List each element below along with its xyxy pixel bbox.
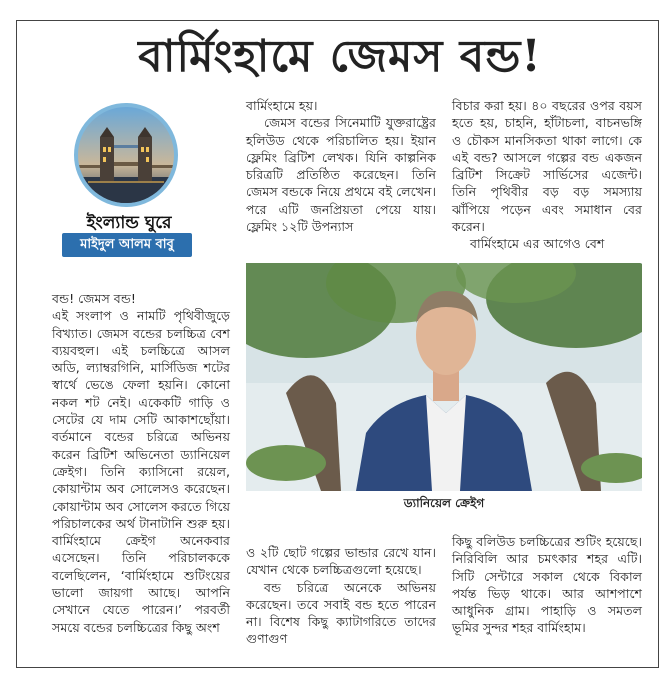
- column-paragraph: বিচার করা হয়। ৪০ বছরের ওপর বয়স হতে হয়, চাহনি, হাঁটাচলা, বাচনভঙ্গি ও চৌকস মানসিকতা থাকা লাগে। কে এই বন্ড? আসলে গল্পের বন্ড একজন ব্রিটিশ সিক্রেট সার্ভিসের এজেন্ট। তিনি পৃথিবীর বড় বড় সমস্যায় ঝাঁপিয়ে পড়েন এবং সমাধান বের করেন।: [452, 98, 642, 235]
- column-paragraph: কিছু বলিউড চলচ্চিত্রের শুটিং হয়েছে। নিরিবিলি আর চমৎকার শহর এটি। সিটি সেন্টারে সকাল থেকে বিকাল পর্যন্ত ভিড় থাকে। আর আশপাশে আধুনিক গ্রাম। পাহাড়ি ও সমতল ভূমির সুন্দর শহর বার্মিংহাম।: [452, 534, 642, 636]
- column-paragraph: ও ২টি ছোট গল্পের ভান্ডার রেখে যান। যেখান থেকে চলচ্চিত্রগুলো হয়েছে।: [246, 545, 436, 578]
- article-column-4: [246, 544, 436, 648]
- article-column-2: [246, 97, 436, 235]
- author-byline: মাইদুল আলম বাবু: [62, 233, 192, 257]
- article-column-5: [452, 533, 642, 637]
- tower-bridge-icon: [78, 107, 174, 203]
- photo-caption: ড্যানিয়েল ক্রেইগ: [403, 496, 485, 510]
- column-paragraph: বার্মিংহামে এর আগেও বেশ: [470, 236, 605, 252]
- headline: বার্মিংহামে জেমস বন্ড!: [138, 31, 542, 82]
- article-column-3: [452, 97, 642, 253]
- column-paragraph: বন্ড চরিত্রে অনেকে অভিনয় করেছেন। তবে সবাই বন্ড হতে পারেন না। বিশেষ কিছু ক্যাটাগরিতে তাদের গুণাগুণ: [246, 579, 436, 647]
- tower-bridge-logo: [74, 103, 178, 207]
- column-paragraph: বন্ড! জেমস বন্ড!: [52, 291, 136, 306]
- column-paragraph: এই সংলাপ ও নামটি পৃথিবীজুড়ে বিখ্যাত। জেমস বন্ডের চলচ্চিত্র বেশ ব্যয়বহুল। এই চলচ্চিত্রে আসল অডি, ল্যাম্বরগিনি, মার্সিডিজ শটের স্বার্থে ভেঙে ফেলা হয়নি। কোনো নকল শট নেই। একেকটি গাড়ি ও সেটের যে দাম সেটি আকাশছোঁয়া। বর্তমানে বন্ডের চরিত্রে অভিনয় করেন ব্রিটিশ অভিনেতা ড্যানিয়েল ক্রেইগ। তিনি ক্যাসিনো রয়েল, কোয়ান্টাম অব সোলেসও করেছেন। কোয়ান্টাম অব সোলেস করতে গিয়ে পরিচালকের অর্থ টানাটানি শুরু হয়। বার্মিংহামে ক্রেইগ অনেকবার এসেছেন। তিনি পরিচালককে বলেছিলেন, ‘বার্মিংহামে শুটিংয়ের ভালো জায়গা আছে। আপনি সেখানে যেতে পারেন।’ পরবর্তী সময়ে বন্ডের চলচ্চিত্রের কিছু অংশ: [52, 308, 230, 635]
- column-paragraph: জেমস বন্ডের সিনেমাটি যুক্তরাষ্ট্রের হলিউড থেকে পরিচালিত হয়। ইয়ান ফ্লেমিং ব্রিটিশ লেখক। যিনি কাল্পনিক চরিত্রটি প্রতিষ্ঠিত করেছেন। তিনি জেমস বন্ডকে নিয়ে প্রথমে বই লেখেন। পরে এটি জনপ্রিয়তা পেয়ে যায়। ফ্লেমিং ১২টি উপন্যাস: [246, 115, 436, 235]
- daniel-craig-photo: [246, 263, 642, 491]
- column-paragraph: বার্মিংহামে হয়।: [246, 98, 318, 113]
- section-title: ইংল্যান্ড ঘুরে: [86, 213, 172, 233]
- article-column-1: [52, 290, 230, 636]
- portrait-photo-icon: [246, 263, 642, 491]
